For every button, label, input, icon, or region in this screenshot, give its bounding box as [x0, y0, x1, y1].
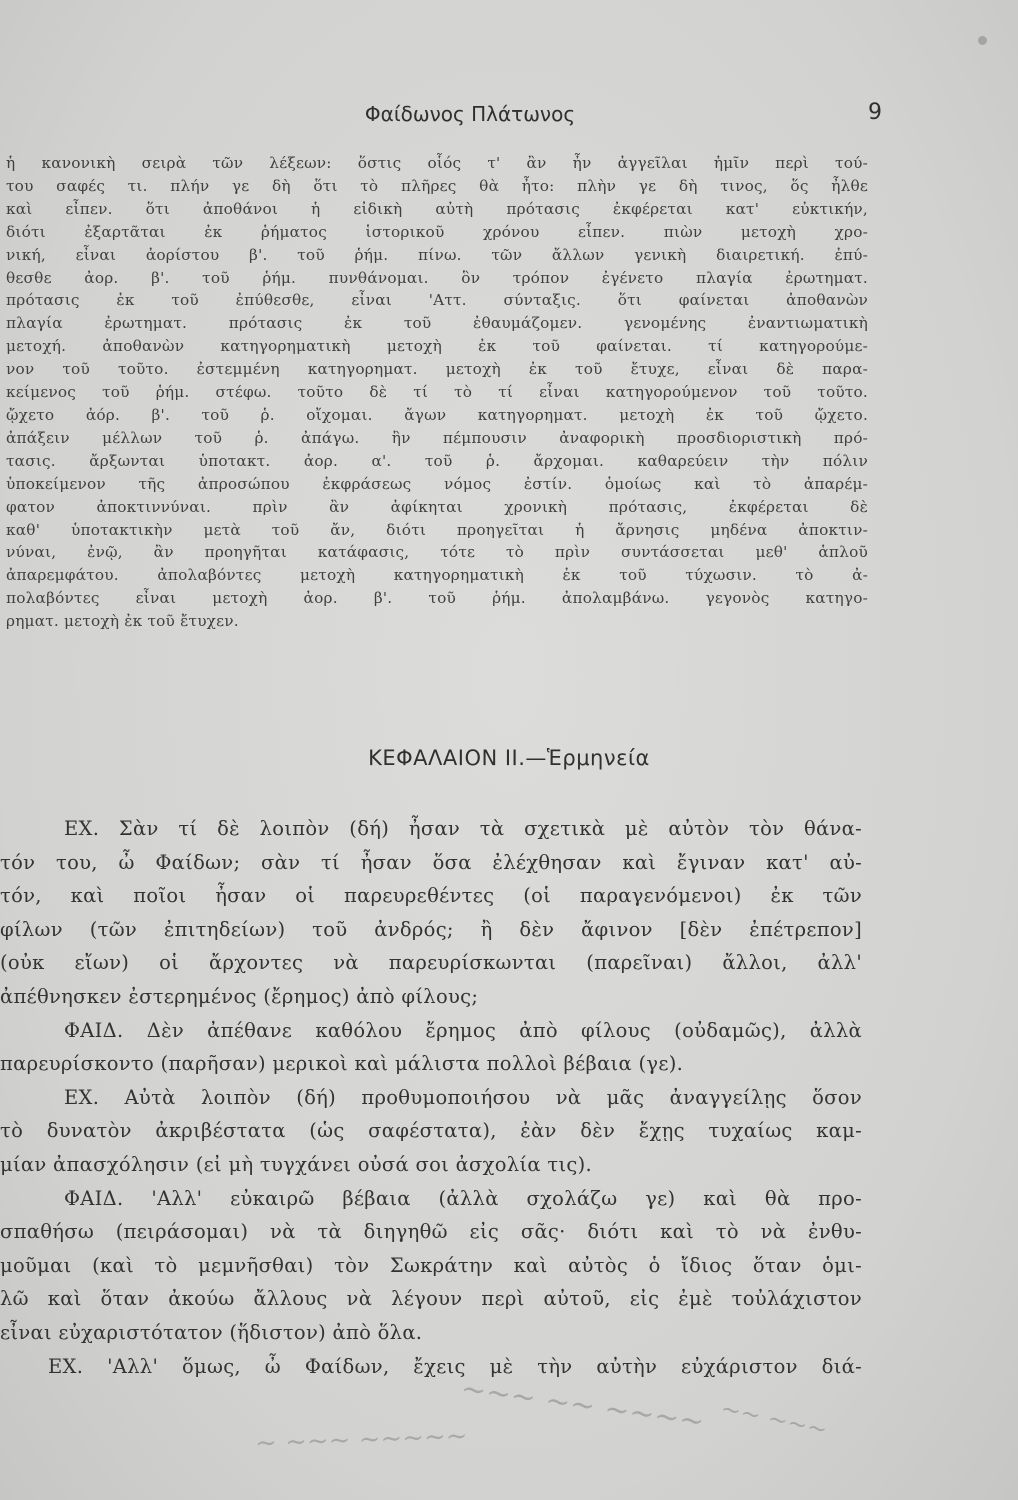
scan-spot: [978, 36, 987, 45]
note-line: νον τοῦ τοῦτο. ἐστεμμένη κατηγορηματ. μετοχὴ ἐκ τοῦ ἔτυχε, εἶναι δὲ παρα-: [6, 360, 868, 379]
note-line: ὑποκείμενον τῆς ἀπροσώπου ἐκφράσεως νόμος ἐστίν. ὁμοίως καὶ τὸ ἀπαρέμ-: [6, 474, 868, 493]
commentary-notes: [6, 152, 868, 633]
dialogue-line: ΕΧ. Σὰν τί δὲ λοιπὸν (δή) ἦσαν τὰ σχετικὰ μὲ αὐτὸν τὸν θάνα-: [64, 817, 862, 840]
note-line: πλαγία ἐρωτηματ. πρότασις ἐκ τοῦ ἐθαυμάζομεν. γενομένης ἐναντιωματικὴ: [6, 314, 868, 333]
dialogue-line: λῶ καὶ ὅταν ἀκούω ἄλλους νὰ λέγουν περὶ αὐτοῦ, εἰς ἐμὲ τοὐλάχιστον: [0, 1287, 862, 1311]
page-header: [0, 100, 1018, 130]
dialogue-line: ἀπέθνησκεν ἐστερημένος (ἔρημος) ἀπὸ φίλους;: [0, 984, 479, 1008]
dialogue-line: ΦΑΙΔ. Δὲν ἀπέθανε καθόλου ἔρημος ἀπὸ φίλους (οὐδαμῶς), ἀλλὰ: [64, 1018, 862, 1042]
dialogue-line: μοῦμαι (καὶ τὸ μεμνῆσθαι) τὸν Σωκράτην καὶ αὐτὸς ὁ ἴδιος ὅταν ὁμι-: [0, 1253, 862, 1277]
dialogue-line: τὸ δυνατὸν ἀκριβέστατα (ὡς σαφέστατα), ἐὰν δὲν ἔχῃς τυχαίως καμ-: [0, 1119, 862, 1143]
page-number: 9: [868, 100, 882, 125]
dialogue-line: ΕΧ. Αὐτὰ λοιπὸν (δή) προθυμοποιήσου νὰ μᾶς ἀναγγείλῃς ὅσον: [64, 1085, 862, 1109]
note-line: κείμενος τοῦ ῥήμ. στέφω. τοῦτο δὲ τί τὸ τί εἶναι κατηγορούμενον τοῦ τοῦτο.: [6, 383, 868, 402]
note-line: νύναι, ἐνῷ, ἂν προηγῆται κατάφασις, τότε τὸ πρὶν συντάσσεται μεθ' ἁπλοῦ: [6, 543, 868, 562]
note-line: τασις. ἄρξωνται ὑποτακτ. ἀορ. α'. τοῦ ῥ. ἄρχομαι. καθαρεύειν τὴν πόλιν: [6, 451, 868, 470]
pencil-scribble: ~~ ~~~: [718, 1394, 830, 1444]
chapter-heading: ΚΕΦΑΛΑΙΟΝ ΙΙ.—Ἑρμηνεία: [368, 746, 650, 770]
note-line: ἀπάξειν μέλλων τοῦ ῥ. ἀπάγω. ἣν πέμπουσιν ἀναφορικὴ προσδιοριστικὴ πρό-: [6, 428, 868, 447]
dialogue-line: σπαθήσω (πειράσομαι) νὰ τὰ διηγηθῶ εἰς σᾶς· διότι καὶ τὸ νὰ ἐνθυ-: [0, 1220, 862, 1244]
pencil-scribble: ~~~ ~~ ~~~~: [458, 1371, 707, 1440]
note-line: του σαφές τι. πλήν γε δὴ ὅτι τὸ πλῆρες θὰ ἦτο: πλὴν γε δὴ τινος, ὅς ἦλθε: [6, 176, 868, 195]
dialogue-line: παρευρίσκοντο (παρῆσαν) μερικοὶ καὶ μάλιστα πολλοὶ βέβαια (γε).: [0, 1052, 684, 1076]
note-line: ἡ κανονικὴ σειρὰ τῶν λέξεων: ὅστις οἷός τ' ἂν ἦν ἀγγεῖλαι ἡμῖν περὶ τού-: [6, 154, 868, 172]
dialogue-line: μίαν ἀπασχόλησιν (εἰ μὴ τυγχάνει οὐσά σοι ἀσχολία τις).: [0, 1152, 593, 1176]
translation-dialogue: [0, 812, 862, 1383]
note-line: φατον ἀποκτιννύναι. πρὶν ἂν ἀφίκηται χρονικὴ πρότασις, ἐκφέρεται δὲ: [6, 497, 868, 516]
running-title: Φαίδωνος Πλάτωνος: [364, 102, 576, 126]
note-line: νική, εἶναι ἀορίστου β'. τοῦ ῥήμ. πίνω. τῶν ἄλλων γενικὴ διαιρετική. ἐπύ-: [6, 245, 868, 264]
note-line: καὶ εἶπεν. ὅτι ἀποθάνοι ἡ εἰδικὴ αὐτὴ πρότασις ἐκφέρεται κατ' εὐκτικήν,: [6, 199, 868, 218]
note-line: πρότασις ἐκ τοῦ ἐπύθεσθε, εἶναι 'Αττ. σύνταξις. ὅτι φαίνεται ἀποθανὼν: [6, 291, 868, 310]
note-line: ρηματ. μετοχὴ ἐκ τοῦ ἔτυχεν.: [6, 612, 239, 631]
note-line: διότι ἐξαρτᾶται ἐκ ῥήματος ἱστορικοῦ χρόνου εἶπεν. πιὼν μετοχὴ χρο-: [6, 222, 868, 241]
note-line: ᾤχετο ἀόρ. β'. τοῦ ῥ. οἴχομαι. ἄγων κατηγορηματ. μετοχὴ ἐκ τοῦ ᾤχετο.: [6, 405, 868, 424]
note-line: θεσθε ἀορ. β'. τοῦ ῥήμ. πυνθάνομαι. ὃν τρόπον ἐγένετο πλαγία ἐρωτηματ.: [6, 268, 868, 287]
note-line: ἀπαρεμφάτου. ἀπολαβόντες μετοχὴ κατηγορηματικὴ ἐκ τοῦ τύχωσιν. τὸ ἀ-: [6, 566, 868, 585]
dialogue-line: τόν του, ὦ Φαίδων; σὰν τί ἦσαν ὅσα ἐλέχθησαν καὶ ἔγιναν κατ' αὐ-: [0, 850, 862, 874]
dialogue-line: ΦΑΙΔ. 'Αλλ' εὐκαιρῶ βέβαια (ἀλλὰ σχολάζω γε) καὶ θὰ προ-: [64, 1186, 862, 1210]
dialogue-line: τόν, καὶ ποῖοι ἦσαν οἱ παρευρεθέντες (οἱ παραγενόμενοι) ἐκ τῶν: [0, 884, 862, 908]
dialogue-line: εἶναι εὐχαριστότατον (ἥδιστον) ἀπὸ ὅλα.: [0, 1320, 423, 1344]
dialogue-line: ΕΧ. 'Αλλ' ὅμως, ὦ Φαίδων, ἔχεις μὲ τὴν αὐτὴν εὐχάριστον διά-: [48, 1354, 862, 1378]
dialogue-line: φίλων (τῶν ἐπιτηδείων) τοῦ ἀνδρός; ἢ δὲν ἄφινον [δὲν ἐπέτρεπον]: [0, 917, 862, 941]
dialogue-line: (οὐκ εἴων) οἱ ἄρχοντες νὰ παρευρίσκωνται (παρεῖναι) ἄλλοι, ἀλλ': [0, 951, 862, 975]
note-line: μετοχή. ἀποθανὼν κατηγορηματικὴ μετοχὴ ἐκ τοῦ φαίνεται. τί κατηγορούμε-: [6, 337, 868, 356]
note-line: καθ' ὑποτακτικὴν μετὰ τοῦ ἄν, διότι προηγεῖται ἡ ἄρνησις μηδένα ἀποκτιν-: [6, 520, 868, 539]
pencil-scribble: ~ ~~~ ~~~~~: [254, 1421, 469, 1459]
note-line: πολαβόντες εἶναι μετοχὴ ἀορ. β'. τοῦ ῥήμ. ἀπολαμβάνω. γεγονὸς κατηγο-: [6, 589, 868, 608]
